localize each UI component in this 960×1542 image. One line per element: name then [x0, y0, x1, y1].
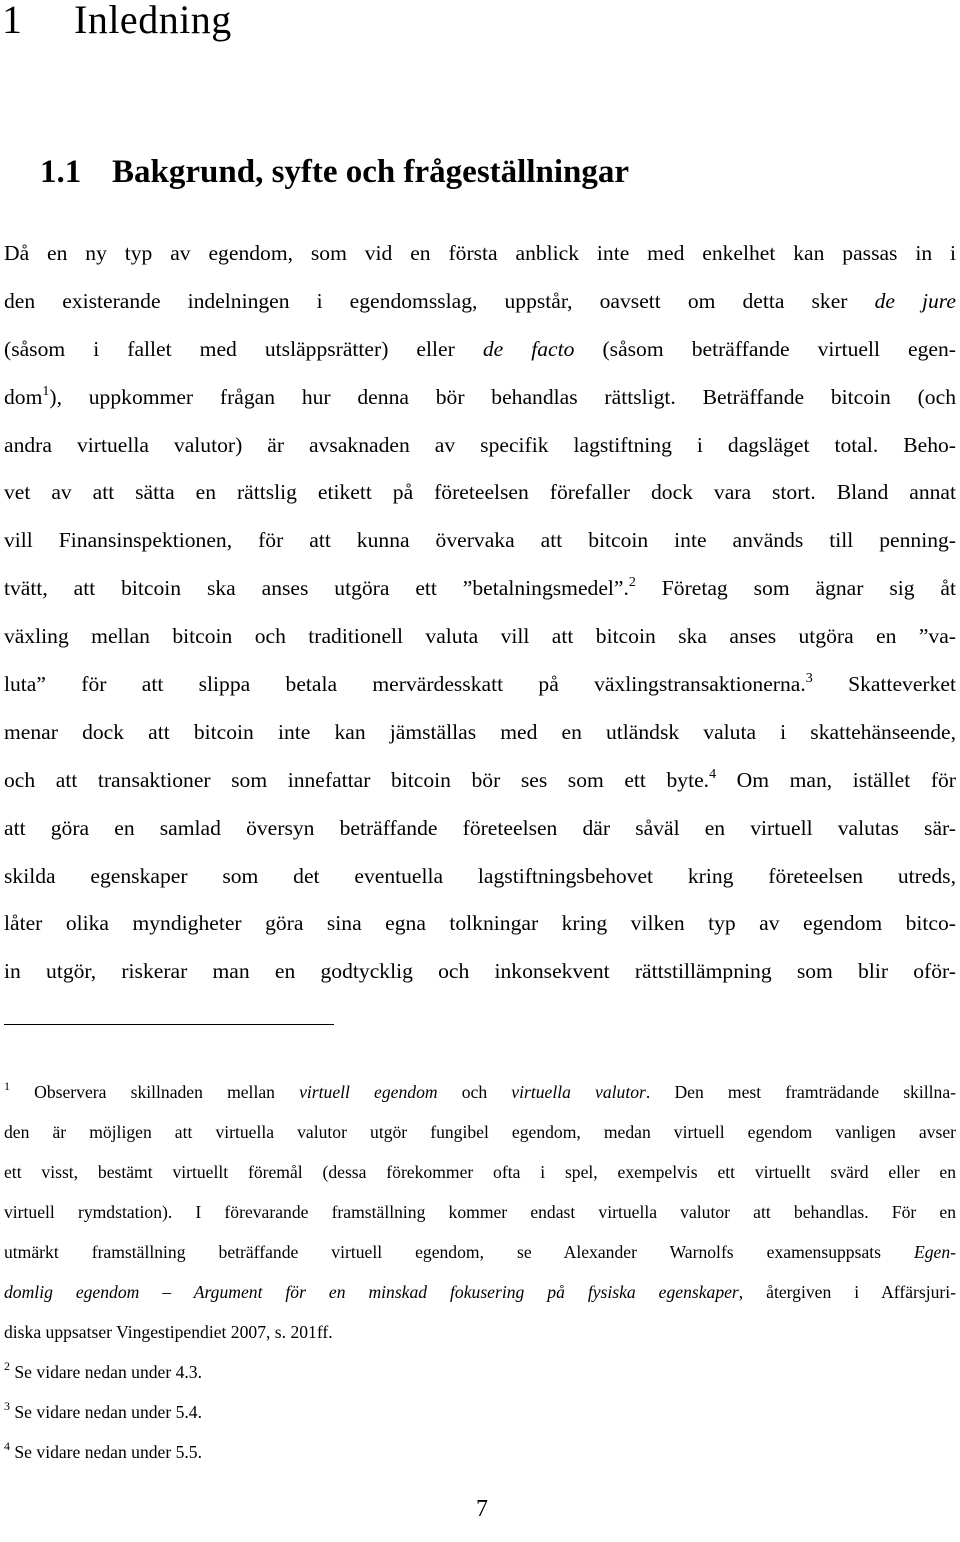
body-line	[4, 565, 956, 613]
footnote-reference: 3	[805, 671, 813, 687]
footnote-line	[4, 1112, 956, 1152]
chapter-title: Inledning	[74, 0, 232, 42]
footnote-line	[4, 1272, 956, 1312]
text-run: (såsom i fallet med utsläppsrätter) eller	[4, 336, 483, 361]
body-line	[4, 805, 956, 853]
footnotes	[4, 1072, 956, 1472]
text-run: Då en ny typ av egendom, som vid en första anblick inte med enkelhet kan passas in i	[4, 241, 956, 265]
text-run: Företag som ägnar sig åt	[635, 576, 956, 601]
text-run: att göra en samlad översyn beträffande företeelsen där såväl en virtuell valutas sär-	[4, 815, 956, 840]
footnote-reference: 2	[4, 1359, 10, 1373]
text-run: tvätt, att bitcoin ska anses utgöra ett ”betalningsmedel”.	[4, 576, 629, 601]
footnote-reference: 4	[709, 766, 717, 782]
section-number: 1.1	[40, 154, 82, 190]
text-run: skilda egenskaper som det eventuella lagstiftningsbehovet kring företeelsen utreds,	[4, 863, 956, 888]
text-run: in utgör, riskerar man en godtycklig och inkonsekvent rättstillämpning som blir oför-	[4, 959, 956, 984]
text-run: Observera skillnaden mellan	[10, 1082, 300, 1102]
footnote-reference: 3	[4, 1399, 10, 1413]
footnote-line	[4, 1392, 956, 1432]
italic-text: Egen-	[913, 1242, 956, 1262]
body-line	[4, 661, 956, 709]
body-line	[4, 853, 956, 901]
body-line	[4, 469, 956, 517]
italic-text: de jure	[874, 288, 956, 313]
text-run: dom	[4, 384, 43, 409]
text-run: andra virtuella valutor) är avsaknaden av specifik lagstiftning i dagsläget total. Beho-	[4, 432, 956, 457]
body-line	[4, 278, 956, 326]
text-run: ett visst, bestämt virtuellt föremål (dessa förekommer ofta i spel, exempelvis ett virtuellt svärd eller en	[4, 1162, 956, 1182]
text-run: . Den mest framträdande skillna-	[645, 1082, 956, 1102]
text-run: växling mellan bitcoin och traditionell valuta vill att bitcoin ska anses utgöra en ”va-	[4, 624, 956, 649]
text-run: Se vidare nedan under 5.5.	[10, 1442, 203, 1462]
footnote-reference: 1	[42, 383, 50, 399]
text-run: Om man, istället för	[716, 767, 956, 792]
body-line	[4, 326, 956, 374]
chapter-heading	[0, 0, 232, 42]
section-heading	[40, 152, 629, 192]
footnote-line	[4, 1232, 956, 1272]
body-line	[4, 230, 956, 278]
text-run: virtuell rymdstation). I förevarande framställning kommer endast virtuella valutor att behandlas. För en	[4, 1202, 956, 1222]
footnote-line	[4, 1432, 956, 1472]
footnote-separator	[4, 1024, 334, 1025]
footnote-reference: 1	[4, 1079, 10, 1093]
italic-text: domlig egendom – Argument för en minskad fokusering på fysiska egenskaper	[4, 1282, 739, 1302]
text-run: vill Finansinspektionen, för att kunna övervaka att bitcoin inte används till penning-	[4, 528, 956, 553]
text-run: vet av att sätta en rättslig etikett på företeelsen förefaller dock vara stort. Bland annat	[4, 480, 956, 505]
text-run: Se vidare nedan under 5.4.	[10, 1402, 203, 1422]
text-run: utmärkt framställning beträffande virtuell egendom, se Alexander Warnolfs examensuppsats	[4, 1242, 914, 1262]
text-run: låter olika myndigheter göra sina egna tolkningar kring vilken typ av egendom bitco-	[4, 911, 956, 936]
body-line	[4, 948, 956, 996]
text-run: (såsom beträffande virtuell egen-	[574, 336, 956, 361]
body-line	[4, 613, 956, 661]
footnote-reference: 4	[4, 1439, 10, 1453]
italic-text: de facto	[482, 336, 575, 361]
text-run: den existerande indelningen i egendomsslag, uppstår, oavsett om detta sker	[4, 288, 875, 313]
section-title: Bakgrund, syfte och frågeställningar	[112, 154, 630, 190]
body-text	[4, 230, 956, 996]
text-run: menar dock att bitcoin inte kan jämställas med en utländsk valuta i skattehänseende,	[4, 719, 956, 744]
text-run: och att transaktioner som innefattar bitcoin bör ses som ett byte.	[4, 767, 710, 792]
text-run: Se vidare nedan under 4.3.	[10, 1362, 203, 1382]
text-run: diska uppsatser Vingestipendiet 2007, s. 201ff.	[4, 1322, 333, 1342]
text-run: luta” för att slippa betala mervärdesskatt på växlingstransaktionerna.	[4, 672, 806, 697]
text-run: den är möjligen att virtuella valutor utgör fungibel egendom, medan virtuell egendom vanligen avser	[4, 1122, 956, 1142]
text-run: , återgiven i Affärsjuri-	[738, 1282, 956, 1302]
body-line	[4, 422, 956, 470]
body-line	[4, 900, 956, 948]
text-run: och	[437, 1082, 512, 1102]
footnote-line	[4, 1192, 956, 1232]
footnote-line	[4, 1312, 956, 1352]
body-line	[4, 374, 956, 422]
body-line	[4, 757, 956, 805]
footnote-line	[4, 1152, 956, 1192]
footnote-line	[4, 1352, 956, 1392]
body-line	[4, 517, 956, 565]
footnote-reference: 2	[628, 575, 636, 591]
chapter-number: 1	[2, 0, 23, 42]
text-run: Skatteverket	[812, 672, 956, 697]
text-run: ), uppkommer frågan hur denna bör behandlas rättsligt. Beträffande bitcoin (och	[49, 384, 956, 409]
italic-text: virtuell egendom	[299, 1082, 438, 1102]
footnote-line	[4, 1072, 956, 1112]
body-line	[4, 709, 956, 757]
page-number: 7	[476, 1496, 488, 1522]
italic-text: virtuella valutor	[511, 1082, 646, 1102]
